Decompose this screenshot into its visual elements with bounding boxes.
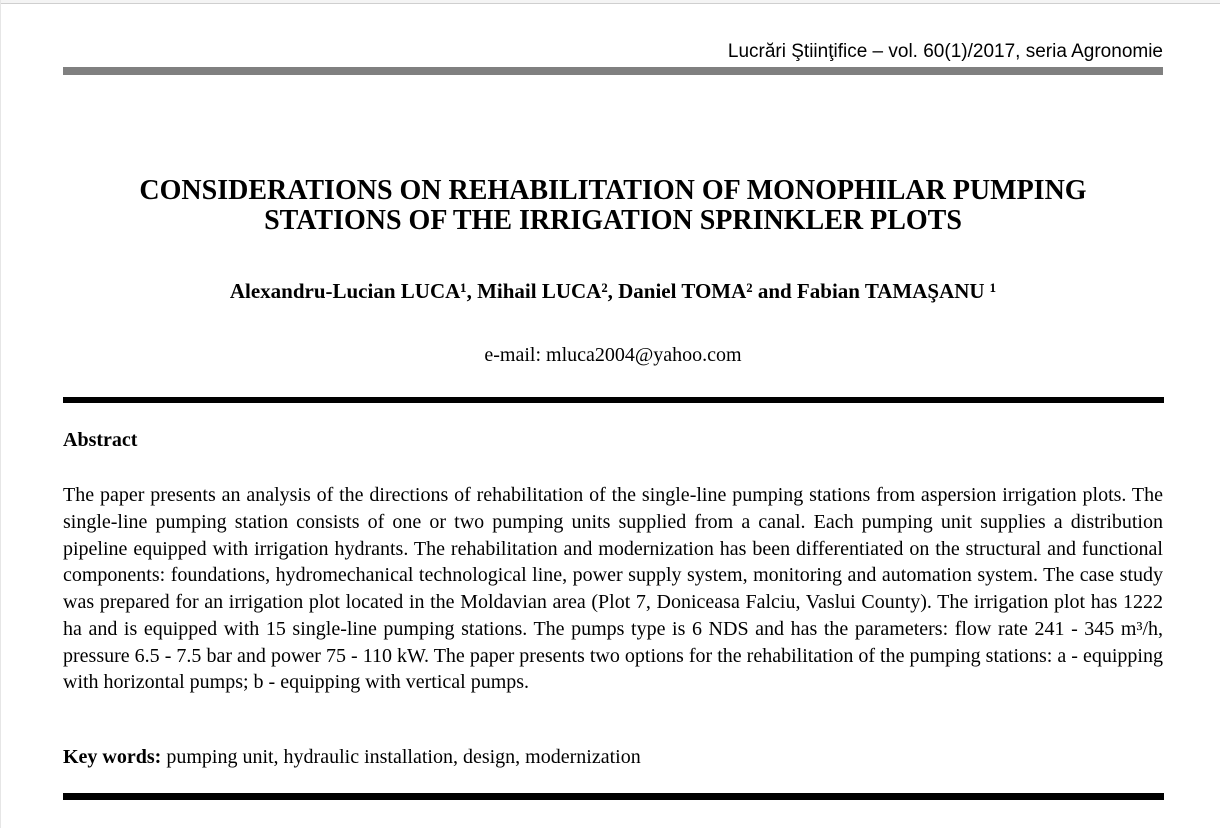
abstract-body-text: The paper presents an analysis of the directions of rehabilitation of the single-line pumping stations from aspersion irrigation plots. The single-line pumping station consists of one or two pumping units supplied from a canal. Each pumping unit supplies a distribution pipeline equipped with irrigation hydrants. The rehabilitation and modernization has been differentiated on the structural and functional components: foundations, hydromechanical technological line, power supply system, monitoring and automation system. The case study was prepared for an irrigation plot located in the Moldavian area (Plot 7, Doniceasa Falciu, Vaslui County). The irrigation plot has 1222 ha and is equipped with 15 single-line pumping stations. The pumps type is 6 NDS and has the parameters: flow rate 241 - 345 m³/h, pressure 6.5 - 7.5 bar and power 75 - 110 kW. The paper presents two options for the rehabilitation of the pumping stations: a - equipping with horizontal pumps; b - equipping with vertical pumps. — [63, 484, 1163, 694]
keywords-text: pumping unit, hydraulic installation, design, modernization — [161, 746, 641, 768]
paper-title — [63, 176, 1163, 236]
paper-title-line-1: CONSIDERATIONS ON REHABILITATION OF MONOPHILAR PUMPING — [139, 175, 1087, 206]
page-bottom-rule — [63, 793, 1164, 800]
abstract-heading: Abstract — [63, 429, 138, 451]
paper-title-line-2: STATIONS OF THE IRRIGATION SPRINKLER PLOTS — [264, 205, 962, 236]
page-top-edge-border — [0, 0, 1220, 4]
page-left-edge-border — [0, 0, 1, 828]
keywords-label: Key words: — [63, 746, 162, 768]
keywords-line — [63, 744, 1163, 770]
journal-header: Lucrări Ştiinţifice – vol. 60(1)/2017, seria Agronomie — [727, 41, 1163, 62]
abstract-top-rule — [63, 397, 1164, 403]
header-rule-bar — [63, 67, 1163, 75]
authors-line: Alexandru-Lucian LUCA¹, Mihail LUCA², Daniel TOMA² and Fabian TAMAŞANU ¹ — [229, 279, 997, 303]
email-line: e-mail: mluca2004@yahoo.com — [484, 344, 742, 366]
